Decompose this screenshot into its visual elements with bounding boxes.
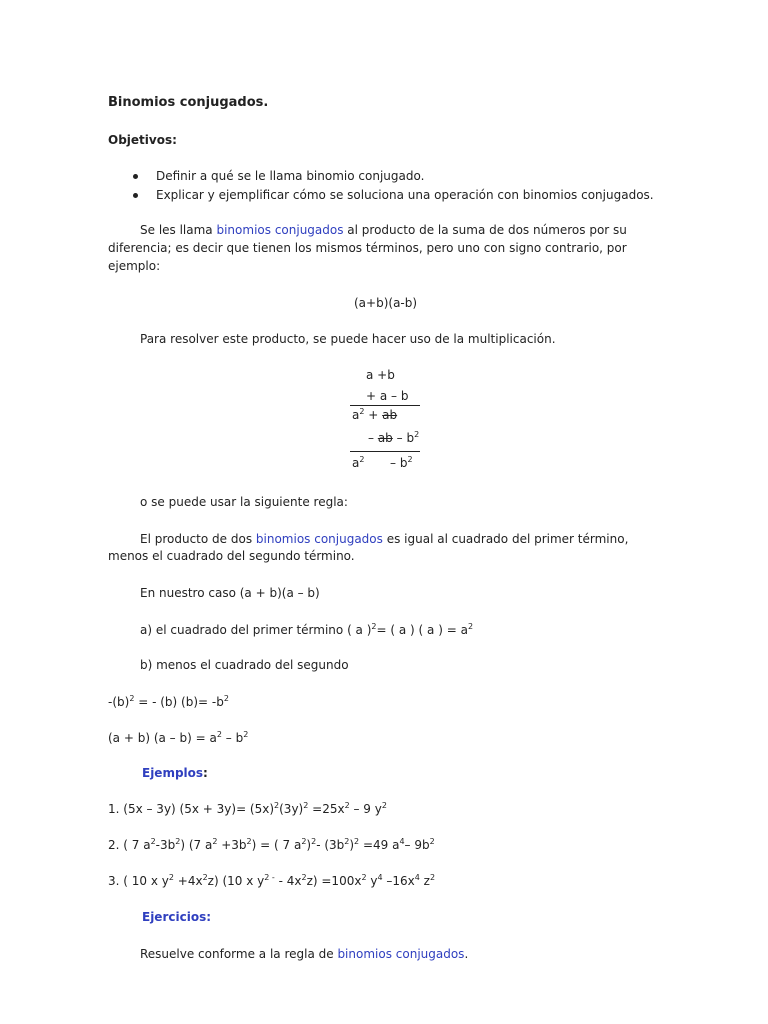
intro-line-1: Se les llama binomios conjugados al producto de la suma de dos números por su	[140, 223, 627, 237]
ejemplo-3: 3. ( 10 x $y^2 +4x^2z$) (10 x $y^{2 -} - 4x^2z) =100x^2$ $y^4$ $-16x^4$ $z^2$	[108, 873, 436, 888]
resuelve-text: Resuelve conforme a la regla de binomios conjugados.	[140, 947, 469, 961]
mult-row-5-b: – $b^2$	[390, 455, 413, 470]
intro-line-3: ejemplo:	[108, 259, 161, 273]
paso-a: a) el cuadrado del primer término ( a )$^2$= ( a ) ( a ) = $a^2$	[140, 622, 474, 637]
objetivo-item: Definir a qué se le llama binomio conjugado.	[156, 169, 425, 183]
equation-1: $-(b)^2$ = - (b) $(b)= -b^2$	[108, 694, 229, 709]
mult-row-3: $a^2$ + ab	[352, 407, 398, 422]
intro-line-2: diferencia; es decir que tienen los mismos términos, pero uno con signo contrario, por	[108, 241, 627, 255]
objetivos-heading: Objetivos:	[108, 133, 177, 147]
para-resolver-text: Para resolver este producto, se puede hacer uso de la multiplicación.	[140, 332, 556, 346]
binomios-conjugados-link[interactable]: binomios conjugados	[216, 223, 344, 237]
binomios-conjugados-link[interactable]: binomios conjugados	[337, 947, 465, 961]
mult-divider-2	[350, 451, 420, 452]
example-expression: (a+b)(a-b)	[354, 296, 418, 310]
ejercicios-heading: Ejercicios:	[142, 910, 212, 924]
mult-row-1: a +b	[366, 368, 395, 382]
nuestro-caso: En nuestro caso (a + b)(a – b)	[140, 586, 320, 600]
paso-b: b) menos el cuadrado del segundo	[140, 658, 349, 672]
binomios-conjugados-link[interactable]: binomios conjugados	[255, 532, 383, 546]
equation-2: (a + b) $(a - b) = a^2 - b^2$	[108, 730, 249, 745]
ejemplo-1: 1. (5x – 3y) $(5x + 3y)= (5x)^2(3y)^2 =25x^2 - 9$ $y^2$	[108, 801, 387, 816]
ejemplos-heading: Ejemplos:	[142, 766, 208, 780]
objetivo-item: Explicar y ejemplificar cómo se soluciona una operación con binomios conjugados.	[156, 188, 654, 202]
mult-divider-1	[350, 405, 420, 406]
ejemplo-2: 2. ( 7 $a^2-3b^2$) (7 $a^2 +3b^2$) = ( 7 $a^2)^2-$ $(3b^2)^2 =49$ $a^4-$ $9b^2$	[108, 837, 435, 852]
mult-row-2: + a – b	[366, 389, 409, 403]
mult-row-4: – ab – $b^2$	[368, 430, 420, 445]
regla-intro: o se puede usar la siguiente regla:	[140, 495, 348, 509]
page-title: Binomios conjugados.	[108, 95, 269, 110]
mult-row-5: $a^2$	[352, 455, 365, 470]
regla-line-2: menos el cuadrado del segundo término.	[108, 549, 355, 563]
regla-line-1: El producto de dos binomios conjugados es igual al cuadrado del primer término,	[140, 532, 629, 546]
bullet-icon	[133, 193, 138, 198]
bullet-icon	[133, 174, 138, 179]
